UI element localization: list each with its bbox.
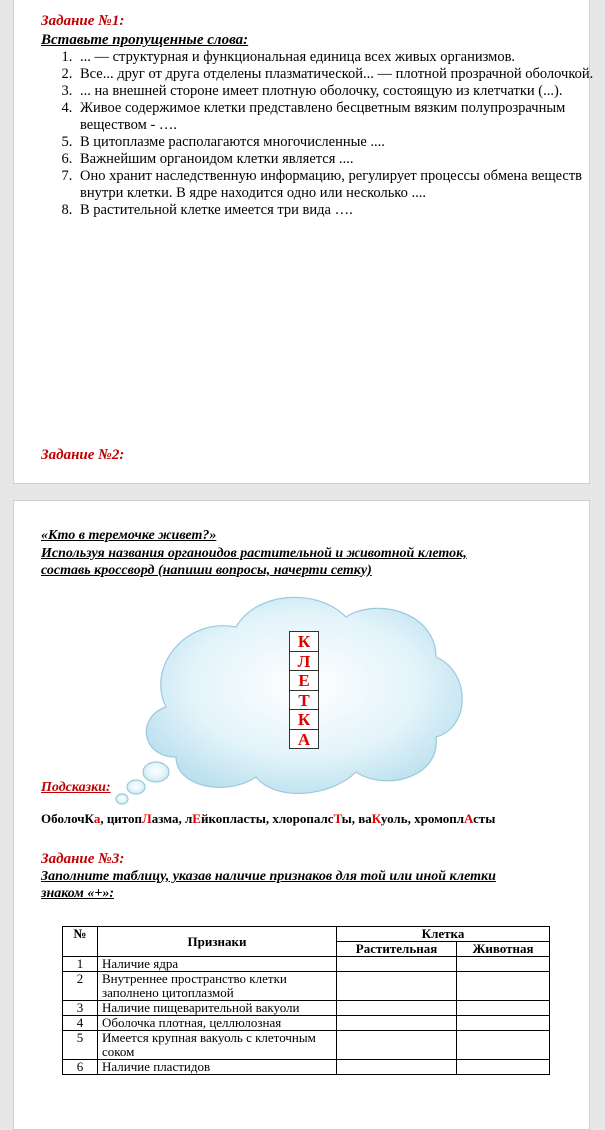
document-page-1	[13, 0, 594, 484]
row-text: Наличие пластидов	[98, 1060, 337, 1075]
row-num: 3	[63, 1001, 98, 1016]
list-item: 1. ... — структурная и функциональная единица всех живых организмов.	[76, 49, 596, 66]
crossword-cell[interactable]: Е	[289, 670, 319, 691]
table-header-row	[63, 927, 550, 942]
table-row	[63, 1031, 550, 1060]
hints-line	[41, 811, 495, 827]
list-item: 5. В цитоплазме располагаются многочисленные ....	[76, 134, 596, 151]
thought-cloud	[106, 587, 466, 807]
row-num: 2	[63, 972, 98, 1001]
row-num: 1	[63, 957, 98, 972]
task3-title: Задание №3:	[41, 851, 125, 867]
crossword-cell[interactable]: К	[289, 631, 319, 652]
cell-features-table	[62, 926, 550, 1075]
list-item: 7. Оно хранит наследственную информацию, регулирует процессы обмена веществ внутри клетки. В ядре находится одно или несколько ....	[76, 168, 596, 202]
animal-cell[interactable]	[457, 1001, 550, 1016]
header-sign: Признаки	[98, 927, 337, 957]
crossword-cell[interactable]: А	[289, 729, 319, 750]
hints-label: Подсказки:	[41, 780, 111, 795]
row-text: Внутреннее пространство клетки заполнено цитоплазмой	[98, 972, 337, 1001]
plant-cell[interactable]	[337, 972, 457, 1001]
task1-subtitle: Вставьте пропущенные слова:	[41, 32, 249, 48]
document-page-2	[13, 500, 590, 1130]
animal-cell[interactable]	[457, 1016, 550, 1031]
hint-word: лЕйкопласты,	[185, 811, 273, 826]
row-text: Имеется крупная вакуоль с клеточным соком	[98, 1031, 337, 1060]
header-plant: Растительная	[337, 942, 457, 957]
plant-cell[interactable]	[337, 1016, 457, 1031]
plant-cell[interactable]	[337, 1060, 457, 1075]
header-animal: Животная	[457, 942, 550, 957]
row-text: Оболочка плотная, целлюлозная	[98, 1016, 337, 1031]
task2-instruction-2: составь кроссворд (напиши вопросы, начерти сетку)	[41, 563, 372, 578]
plant-cell[interactable]	[337, 1031, 457, 1060]
list-item: 8. В растительной клетке имеется три вида ….	[76, 202, 596, 219]
task1-title: Задание №1:	[41, 13, 125, 29]
plant-cell[interactable]	[337, 957, 457, 972]
hint-word: хлоропалсТы,	[272, 811, 359, 826]
cloud-graphic	[106, 587, 466, 807]
list-item: 3. ... на внешней стороне имеет плотную оболочку, состоящую из клетчатки (...).	[76, 83, 596, 100]
task3-instruction-1: Заполните таблицу, указав наличие признаков для той или иной клетки	[41, 869, 496, 884]
crossword-cell[interactable]: Л	[289, 651, 319, 672]
row-num: 5	[63, 1031, 98, 1060]
table-row	[63, 1060, 550, 1075]
list-item: 4. Живое содержимое клетки представлено бесцветным вязким полупрозрачным веществом - ….	[76, 100, 596, 134]
crossword-cell[interactable]: К	[289, 709, 319, 730]
list-item: 2. Все... друг от друга отделены плазматической... — плотной прозрачной оболочкой.	[76, 66, 596, 83]
hint-word: цитопЛазма,	[106, 811, 185, 826]
hint-word: ваКуоль,	[358, 811, 415, 826]
row-text: Наличие ядра	[98, 957, 337, 972]
table-row	[63, 1001, 550, 1016]
list-item: 6. Важнейшим органоидом клетки является ....	[76, 151, 596, 168]
riddle-heading: «Кто в теремочке живет?»	[41, 528, 217, 543]
row-num: 4	[63, 1016, 98, 1031]
task3-instruction-2: знаком «+»:	[41, 886, 114, 901]
animal-cell[interactable]	[457, 1060, 550, 1075]
hint-word: хромоплАсты	[414, 811, 496, 826]
animal-cell[interactable]	[457, 1031, 550, 1060]
animal-cell[interactable]	[457, 957, 550, 972]
header-num: №	[63, 927, 98, 957]
animal-cell[interactable]	[457, 972, 550, 1001]
task1-list	[50, 49, 596, 219]
crossword-cell[interactable]: Т	[289, 690, 319, 711]
table-row	[63, 972, 550, 1001]
row-text: Наличие пищеварительной вакуоли	[98, 1001, 337, 1016]
task2-instruction-1: Используя названия органоидов растительной и животной клеток,	[41, 546, 467, 561]
plant-cell[interactable]	[337, 1001, 457, 1016]
table-row	[63, 1016, 550, 1031]
table-row	[63, 957, 550, 972]
hint-word: ОболочКа,	[41, 811, 107, 826]
header-cell: Клетка	[337, 927, 550, 942]
task2-title: Задание №2:	[41, 447, 125, 463]
crossword-keyword-column	[289, 632, 319, 749]
row-num: 6	[63, 1060, 98, 1075]
